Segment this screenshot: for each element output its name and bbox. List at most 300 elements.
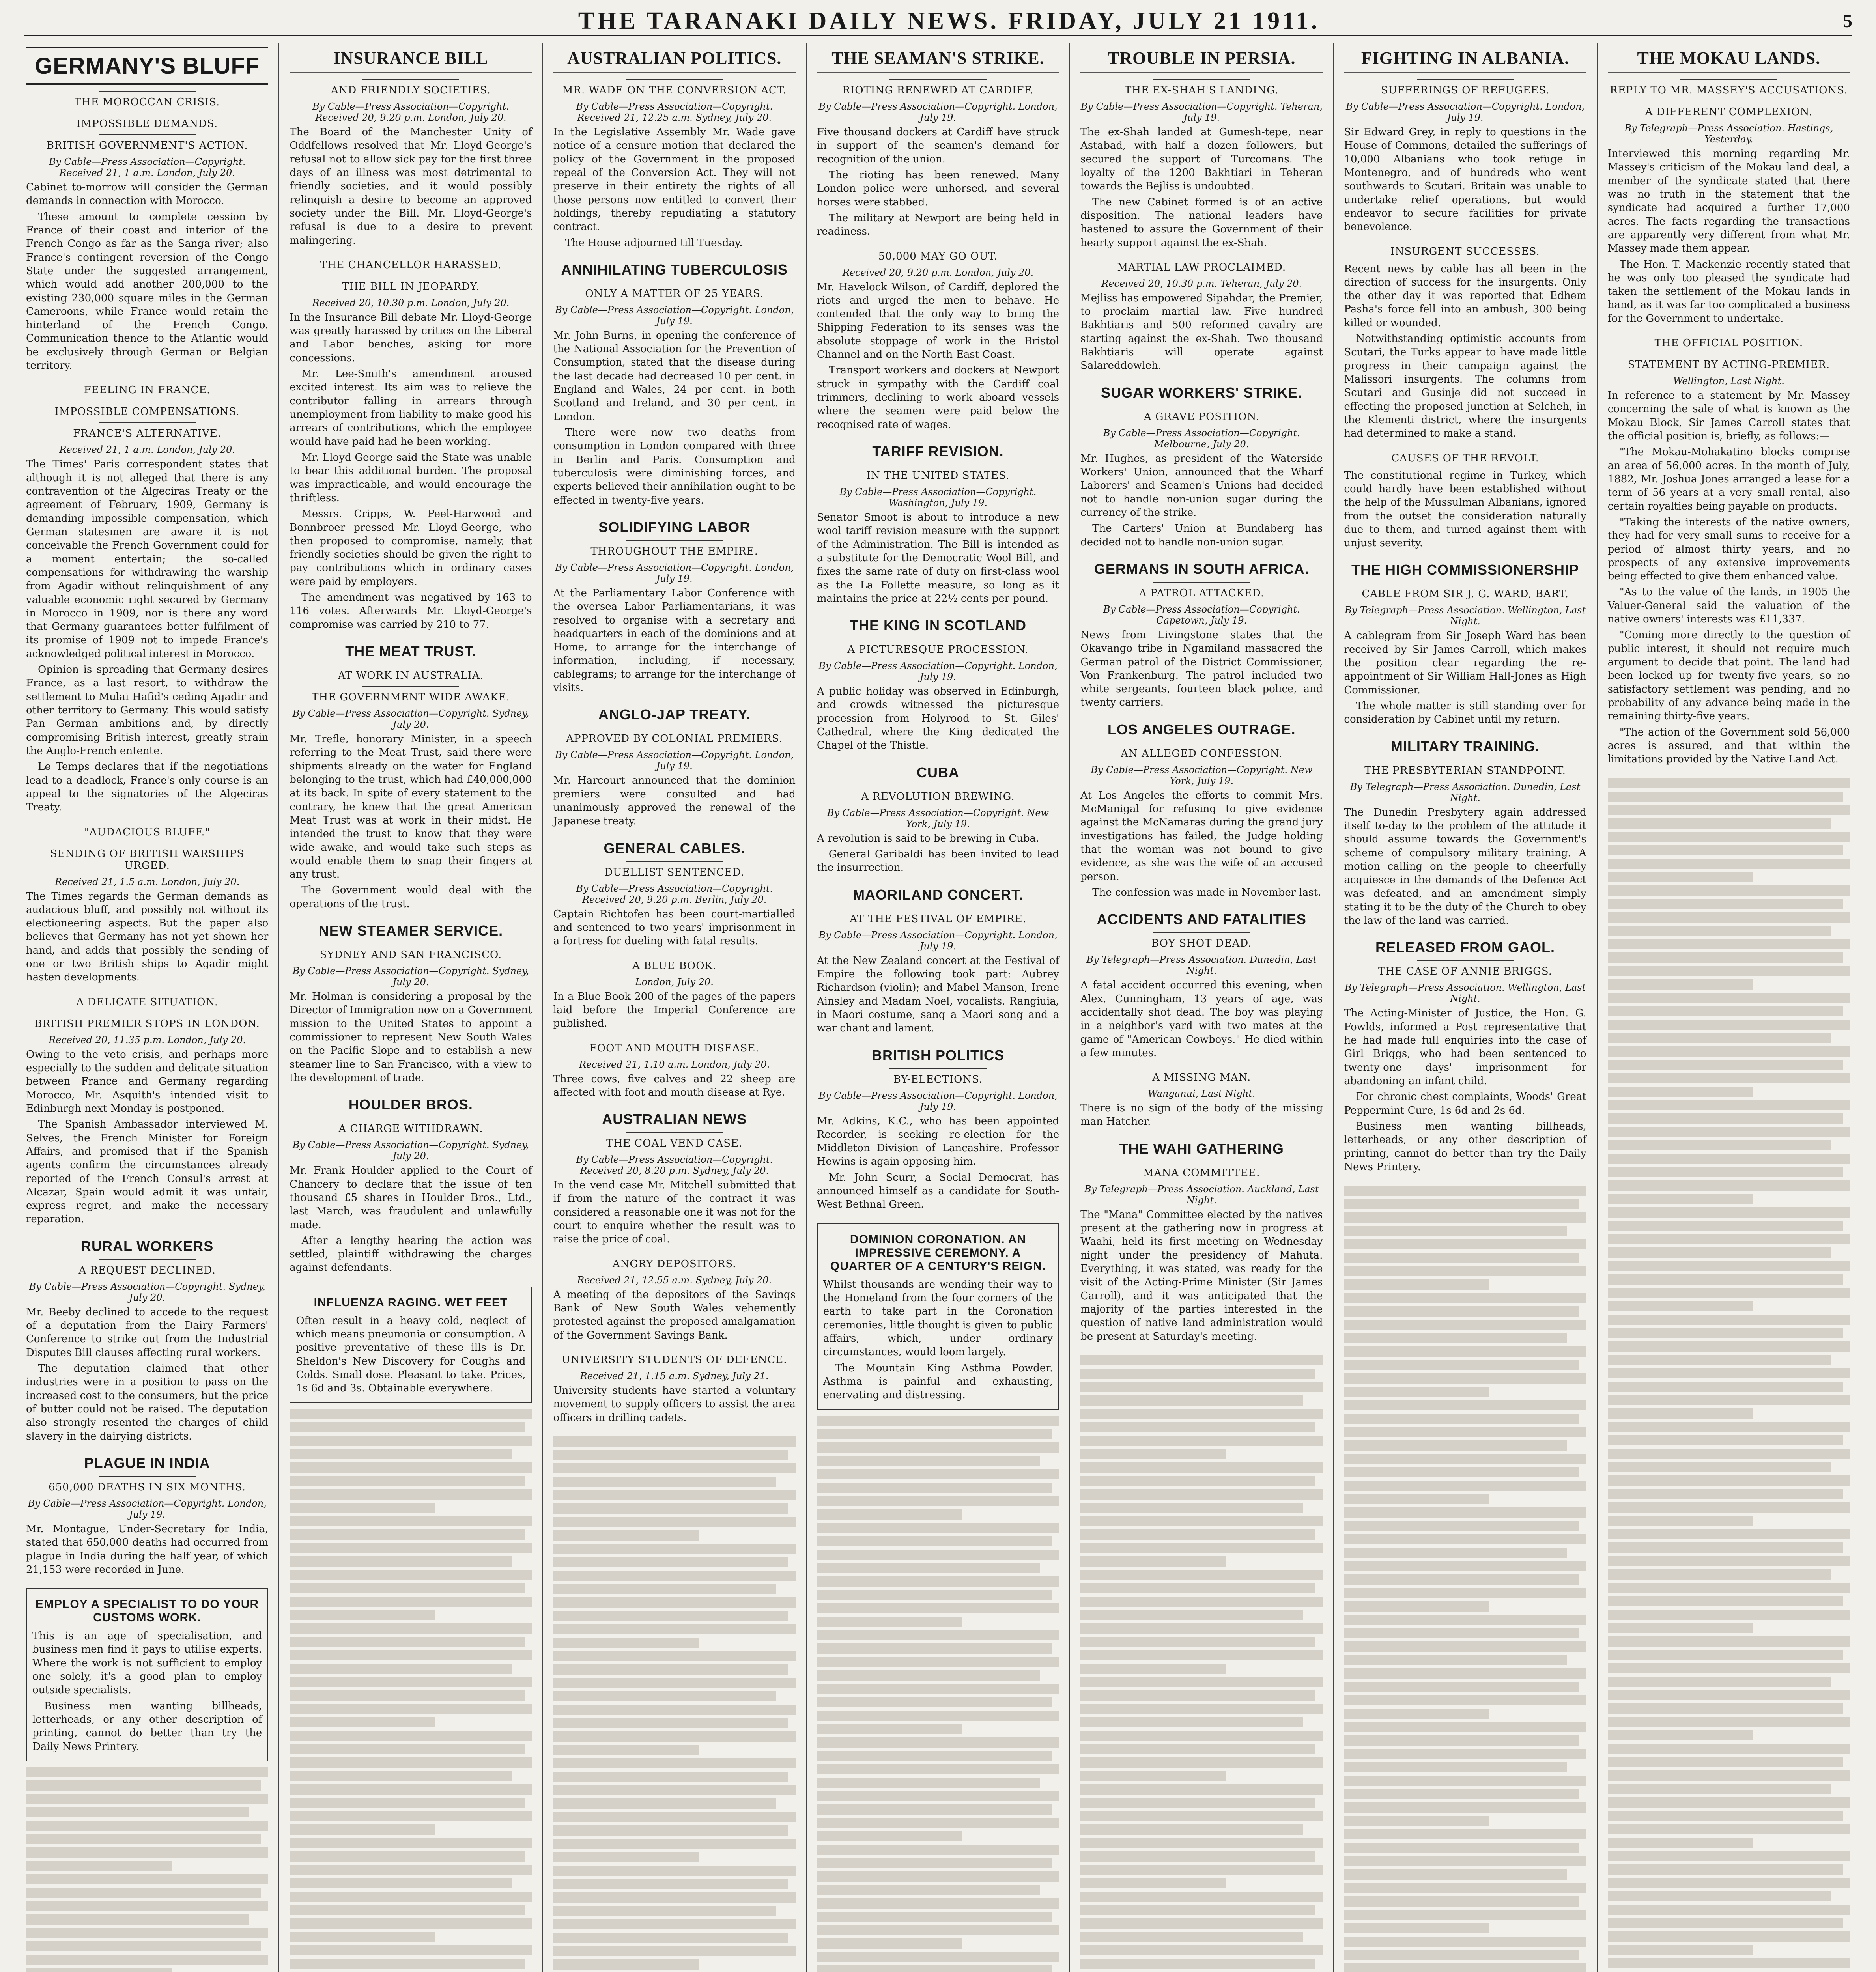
text-line [1608,1355,1831,1365]
divider [1417,960,1514,961]
text-line [1608,1140,1831,1150]
text-line [290,1690,525,1701]
article-subheading: REPLY TO MR. MASSEY'S ACCUSATIONS. [1610,84,1848,96]
divider [99,91,196,92]
article-subheading: A DIFFERENT COMPLEXION. [1645,106,1812,118]
article-dateline: By Cable—Press Association—Copyright. London, July 19. [555,749,794,772]
article-headline: GERMANS IN SOUTH AFRICA. [1094,560,1309,577]
text-line [1080,1784,1323,1795]
divider [889,79,987,80]
text-line [817,1536,1052,1546]
text-line [553,1705,796,1715]
article-headline: FIGHTING IN ALBANIA. [1344,43,1586,73]
article-dateline: London, July 20. [635,976,714,988]
text-line [1344,1373,1586,1384]
text-line [553,1638,699,1648]
article-subheading: THE BILL IN JEOPARDY. [342,280,480,293]
article-paragraph: In the Insurance Bill debate Mr. Lloyd-George was greatly harassed by critics on the Liberal and Labor benches, asking for more concessions. [290,311,532,364]
page-number: 5 [1842,10,1852,32]
article [1344,939,1586,1174]
text-line [1608,859,1850,869]
text-line [1344,1548,1567,1558]
text-line [1608,1516,1753,1526]
article-subheading: A PATROL ATTACKED. [1139,587,1265,599]
article-dateline: Wellington, Last Night. [1673,375,1784,387]
article-paragraph: In a Blue Book 200 of the pages of the papers laid before the Imperial Conference are published. [553,990,796,1030]
text-line [1608,778,1850,788]
text-line [290,1945,532,1955]
text-line [1344,1467,1579,1477]
text-line [26,1767,268,1777]
text-line [1608,1435,1843,1445]
article-paragraph: The Dunedin Presbytery again addressed itself to-day to the problem of the attitude it should assume towards the Government's scheme of compulsory military training. A motion calling on the people to cheerfully acquiesce in the demands of the Defence Act was defeated, and an amendment simply stating it to be the duty of the Church to obey the law of the land was carried. [1344,806,1586,927]
text-line [553,1825,789,1836]
article [553,1042,796,1100]
text-line [1080,1851,1315,1862]
article [817,764,1059,875]
article [553,840,796,948]
article [290,923,532,1085]
article-subheading: MR. WADE ON THE CONVERSION ACT. [562,84,787,96]
text-line [817,1778,1040,1788]
text-line [1344,1521,1579,1531]
text-line [1080,1865,1323,1875]
article-subheading: THE GOVERNMENT WIDE AWAKE. [312,691,510,703]
article-paragraph: "Taking the interests of the native owners, they had for very small sums to receive for a period of almost thirty years, and no prospects of any extensive improvements being effected to give them enhanced value. [1607,516,1850,583]
text-line [1608,792,1843,802]
divider [1680,79,1777,80]
column-7 [1598,43,1860,1972]
text-line [1608,1462,1831,1472]
text-line [817,1764,1059,1774]
text-line [290,1409,532,1419]
article-paragraph: "The Mokau-Mohakatino blocks comprise an area of 56,000 acres. In the month of July, 1882, Mr. Joshua Jones arranged a lease for a term of 56 years at a very small rental, also certain royalties being payable on products. [1607,446,1850,512]
text-line [290,1610,435,1620]
text-line [1080,1597,1323,1607]
article [290,643,532,911]
text-line [1080,1650,1323,1660]
text-line [817,1603,1059,1613]
text-line [1344,1937,1586,1947]
article-dateline: By Telegraph—Press Association. Wellington, Last Night. [1344,605,1586,627]
text-line [290,1436,532,1446]
text-line [1344,1481,1586,1491]
divider [626,79,723,80]
article-paragraph: Three cows, five calves and 22 sheep are affected with foot and mouth disease at Rye. [553,1073,796,1098]
article-paragraph: The Carters' Union at Bundaberg has decided not to handle non-union sugar. [1080,523,1323,548]
article-dateline: By Cable—Press Association—Copyright. Melbourne, July 20. [1103,427,1300,450]
text-line [1344,1333,1567,1343]
article-subheading: ONLY A MATTER OF 25 YEARS. [585,288,764,300]
text-line [553,1798,776,1809]
text-line [553,1517,796,1527]
text-line [290,1704,532,1714]
text-line [1080,1462,1323,1473]
text-line [1608,1368,1850,1378]
text-line [26,1914,249,1925]
article-paragraph: Whilst thousands are wending their way to the Homeland from the four corners of the earth to take part in the Coronation ceremonies, little thought is given to public affairs, which, under ordinary circumstances, would loom largely. [823,1278,1053,1358]
text-line [290,1570,532,1580]
article [553,43,796,250]
text-line [1344,1588,1586,1598]
article-paragraph: Cabinet to-morrow will consider the German demands in connection with Morocco. [26,181,269,207]
article-paragraph: The Spanish Ambassador interviewed M. Selves, the French Minister for Foreign Affairs, and promised that if the Spanish agents confirm the circumstances already reported of the French Consul's arrest at Alcazar, Spain would admit it was unfair, express regret, and make the necessary reparation. [26,1119,269,1225]
article-paragraph: Captain Richtofen has been court-martialled and sentenced to two years' imprisonment in a fortress for dueling with fatal results. [553,908,796,947]
article-paragraph: The Mountain King Asthma Powder. Asthma is painful and exhausting, enervating and distressing. [823,1362,1053,1401]
article-paragraph: The Times' Paris correspondent states that although it is not alleged that there is any contravention of the Algeciras Treaty or the agreement of February, 1909, Germany is demanding impossible compensation, which German statesmen are aware it is not conceivable the French Government could for a moment entertain; the so-called compensations for withdrawing the warship from Agadir without relinquishment of any valuable economic right secured by Germany in Morocco in 1909, nor is there any word that Germany guarantees better fulfilment of its promise of 1909 not to impede France's acknowledged political interest in Morocco. [26,458,269,660]
article [817,43,1059,239]
article-headline: MARTIAL LAW PROCLAIMED. [1117,261,1286,273]
text-line [817,1804,1052,1815]
text-line [1344,1534,1586,1544]
text-line [1608,1489,1843,1499]
article [1080,911,1323,1060]
text-line [1608,1958,1850,1968]
article-subheading: THE PRESBYTERIAN STANDPOINT. [1364,764,1566,777]
article-dateline: By Cable—Press Association—Copyright. London, July 19. [555,562,794,584]
article-dateline: By Cable—Press Association—Copyright. Teheran, July 19. [1080,101,1323,123]
divider [626,540,723,541]
article-headline: THE HIGH COMMISSIONERSHIP [1351,562,1579,578]
text-line [290,1851,525,1862]
article-headline: LOS ANGELES OUTRAGE. [1107,721,1296,738]
text-line [1344,1306,1579,1317]
divider [626,861,723,862]
article-paragraph: Mr. Beeby declined to accede to the request of a deputation from the Dairy Farmers' Conference to strike out from the Industrial Disputes Bill clauses affecting rural workers. [26,1306,269,1359]
text-line [1608,939,1850,949]
article-headline: "AUDACIOUS BLUFF." [84,826,210,838]
text-line [1080,1556,1226,1567]
text-line [817,1912,1052,1922]
article-paragraph: At the New Zealand concert at the Festival of Empire the following took part: Aubrey Richardson (violin); and Mabel Manson, Irene Ainsley and Madam Noel, vocalists. Rangiuia, in Maori costume, sang a Maori song and a war chant and lament. [817,954,1059,1035]
article-headline: GERMANY'S BLUFF [26,47,268,85]
continued-text [1608,778,1850,1972]
article-paragraph: A fatal accident occurred this evening, when Alex. Cunningham, 13 years of age, was accidentally shot dead. The boy was playing in a neighbor's yard with two mates at the game of "American Cowboys." He died within a few minutes. [1080,979,1323,1059]
text-line [1080,1704,1323,1714]
article [1344,246,1586,441]
article-headline: MILITARY TRAINING. [1390,738,1540,754]
text-line [1608,1677,1831,1687]
article-dateline: By Cable—Press Association—Copyright. London, July 19. [555,304,794,327]
text-line [817,1831,962,1841]
text-line [290,1811,532,1821]
text-line [290,1623,532,1634]
text-line [1344,1668,1586,1679]
text-line [1608,966,1850,976]
text-line [1608,1864,1843,1875]
text-line [553,1557,789,1567]
text-line [1344,1387,1489,1397]
article-subheading: AND FRIENDLY SOCIETIES. [331,84,491,96]
article-headline: A BLUE BOOK. [632,960,717,972]
text-line [290,1905,525,1915]
article-paragraph: Mr. Adkins, K.C., who has been appointed Recorder, is seeking re-election for the Middleton Division of Lancashire. Professor Hewins is again opposing him. [817,1115,1059,1168]
text-line [1608,1060,1843,1070]
text-line [817,1429,1052,1439]
text-line [1344,1601,1489,1612]
article-headline: THE WAHI GATHERING [1119,1140,1284,1157]
column-1 [16,43,279,1972]
article-paragraph: The Board of the Manchester Unity of Oddfellows resolved that Mr. Lloyd-George's refusal not to allow sick pay for the first three days of an illness was most detrimental to friendly societies, and it would possibly relinquish a desire to become an approved society under the Bill. Mr. Lloyd-George's refusal is due to a desire to prevent malingering. [290,126,532,246]
text-line [1080,1610,1303,1620]
text-line [817,1952,1059,1962]
article-paragraph: Business men wanting billheads, letterheads, or any other description of printing, cannot do better than try the Daily News Printery. [1344,1120,1586,1173]
article-dateline: Wanganui, Last Night. [1148,1088,1256,1100]
text-line [1608,1395,1850,1405]
text-line [1608,1033,1831,1043]
text-line [1080,1503,1303,1513]
text-line [817,1416,1059,1426]
text-line [290,1838,532,1848]
advertisement [290,1287,532,1403]
article [26,1455,268,1576]
text-line [290,1757,532,1768]
text-line [1344,1776,1586,1786]
article-headline: FOOT AND MOUTH DISEASE. [589,1042,759,1054]
text-line [817,1711,1059,1721]
article [290,259,532,631]
text-line [817,1496,1059,1506]
text-line [1344,1869,1567,1880]
text-line [1608,1797,1850,1808]
text-line [817,1898,1059,1909]
article-dateline: Received 21, 1.10 a.m. London, July 20. [579,1059,770,1070]
article-paragraph: The military at Newport are being held in readiness. [817,212,1059,238]
text-line [1344,1360,1579,1370]
text-line [290,1918,532,1929]
article [1080,43,1323,250]
text-line [553,1852,699,1862]
article-paragraph: A cablegram from Sir Joseph Ward has been received by Sir James Carroll, which makes the position clear regarding the re-appointment of Sir William Hall-Jones as High Commissioner. [1344,630,1586,696]
article-paragraph: University students have started a voluntary movement to supply officers to assist the area officers in drilling cadets. [553,1384,796,1424]
text-line [1080,1878,1226,1888]
article-dateline: Received 20, 9.20 p.m. London, July 20. [842,267,1034,278]
text-line [1608,1945,1753,1955]
text-line [1608,912,1850,923]
article [1344,738,1586,928]
text-line [1080,1449,1226,1459]
text-line [26,1941,261,1951]
text-line [553,1839,796,1849]
text-line [1608,1878,1850,1888]
article-subheading: THE MOROCCAN CRISIS. [74,96,220,108]
article-subheading: RIOTING RENEWED AT CARDIFF. [842,84,1034,96]
text-line [1608,1838,1753,1848]
text-line [26,1847,268,1858]
article-paragraph: The confession was made in November last. [1092,886,1321,898]
text-line [1608,1247,1831,1258]
text-line [1080,1945,1323,1955]
article [26,1238,268,1443]
text-line [817,1845,1059,1855]
text-line [553,1530,699,1541]
text-line [1344,1829,1586,1839]
text-line [1344,1346,1586,1357]
text-line [1344,1414,1579,1424]
text-line [1344,1843,1579,1853]
text-line [553,1436,796,1447]
text-line [1608,1315,1850,1325]
text-line [1080,1382,1323,1392]
text-line [1608,1180,1850,1191]
article-paragraph: The amendment was negatived by 163 to 116 votes. Afterwards Mr. Lloyd-George's compromise was carried by 210 to 77. [290,592,532,631]
article-headline: PLAGUE IN INDIA [84,1455,210,1471]
article-subheading: SUFFERINGS OF REFUGEES. [1381,84,1550,96]
text-line [290,1462,532,1473]
text-line [553,1450,789,1460]
text-line [1608,1583,1850,1593]
text-line [553,1571,796,1581]
article-subheading: BRITISH GOVERNMENT'S ACTION. [46,140,248,151]
text-line [553,1785,796,1795]
article-subheading: SENDING OF BRITISH WARSHIPS URGED. [50,848,245,872]
article-paragraph: In the Legislative Assembly Mr. Wade gave notice of a censure motion that declared the policy of the Government in the proposed repeal of the Conversion Act. They will not preserve in their entirety the rights of all those persons now entitled to convert their holdings, thereby repudiating a statutory contract. [553,126,796,233]
text-line [290,1556,512,1567]
column-5 [1070,43,1334,1972]
text-line [1080,1516,1323,1526]
article-headline: CAUSES OF THE REVOLT. [1391,452,1539,464]
article-paragraph: The Hon. T. Mackenzie recently stated that he was only too pleased the syndicate had taken the settlement of the Mokau lands in hand, as it was far too complicated a business for the Government to undertake. [1607,258,1850,325]
text-line [290,1677,532,1687]
divider [1153,79,1250,80]
text-line [817,1523,1059,1533]
article-dateline: By Cable—Press Association—Copyright. Received 21, 1 a.m. London, July 20. [49,156,246,178]
text-line [1608,1717,1850,1727]
article-headline: ACCIDENTS AND FATALITIES [1097,911,1306,928]
article-paragraph: News from Livingstone states that the Okavango tribe in Ngamiland massacred the German patrol of the District Commissioner, Von Frankenburg. The patrol included two white sergeants, fourteen black police, and twenty carriers. [1080,629,1323,709]
masthead [24,7,1852,36]
article-subheading: AT THE FESTIVAL OF EMPIRE. [850,913,1026,925]
article-headline: AUSTRALIAN NEWS [602,1111,747,1128]
article-dateline: By Telegraph—Press Association. Hastings, Yesterday. [1624,123,1833,145]
text-line [1080,1436,1323,1446]
article-dateline: Received 20, 10.30 p.m. London, July 20. [312,297,510,308]
text-line [1080,1757,1323,1768]
article-dateline: By Telegraph—Press Association. Dunedin, Last Night. [1350,781,1581,803]
article [553,261,796,507]
article-paragraph: Owing to the veto crisis, and perhaps more especially to the sudden and delicate situation between France and Germany regarding Morocco, Mr. Asquith's intended visit to Edinburgh next Monday is postponed. [26,1048,269,1115]
text-line [553,1946,796,1956]
article [553,519,796,695]
article-subheading: IN THE UNITED STATES. [866,469,1010,482]
text-line [1344,1574,1579,1585]
article-paragraph: Transport workers and dockers at Newport struck in sympathy with the Cardiff coal trimmers, declining to work aboard vessels where the seamen were paid below the recognised rate of wages. [817,364,1059,431]
article-headline: ANNIHILATING TUBERCULOSIS [561,261,788,278]
text-line [290,1516,532,1526]
text-line [817,1590,1052,1600]
text-line [553,1959,699,1970]
text-line [817,1724,962,1734]
text-line [290,1771,512,1781]
article-paragraph: Mr. Holman is considering a proposal by the Director of Immigration now on a Government mission to the United States to appoint a commissioner to represent New South Wales on the Pacific Slope and to establish a new steamer line to San Francisco, with a view to the development of trade. [290,991,532,1084]
article-subheading: FRANCE'S ALTERNATIVE. [73,428,222,440]
text-line [290,1529,525,1540]
text-line [1080,1570,1323,1580]
text-line [26,1968,172,1972]
article [290,43,532,247]
article-headline: SUGAR WORKERS' STRIKE. [1101,384,1302,401]
text-line [1608,1207,1850,1218]
text-line [553,1866,796,1876]
article [553,960,796,1031]
continued-text [26,1767,268,1972]
text-line [1608,1127,1850,1137]
text-line [1608,1690,1850,1700]
text-line [1608,1113,1843,1124]
article-paragraph: Mr. John Burns, in opening the conference of the National Association for the Prevention of Consumption, stated that the disease during the last decade had decreased 10 per cent. in England and Wales, 24 per cent. in both Scotland and Ireland, and 30 per cent. in London. [553,329,796,423]
article-paragraph: Le Temps declares that if the negotiations lead to a deadlock, France's only course is an appeal to the signatories of the Algeciras Treaty. [26,761,269,814]
article-subheading: THE COAL VEND CASE. [606,1137,743,1150]
article [553,1258,796,1342]
text-line [1608,1931,1850,1942]
text-line [1344,1440,1567,1451]
text-line [1608,1596,1843,1606]
text-line [1608,979,1753,990]
text-line [1608,1770,1850,1781]
article [1080,721,1323,900]
article-dateline: By Cable—Press Association—Copyright. New York, July 19. [827,807,1049,829]
article-paragraph: Business men wanting billheads, letterheads, or any other description of printing, cannot do better than try the Daily News Printery. [32,1700,262,1753]
text-line [1608,1154,1850,1164]
article-dateline: By Cable—Press Association—Copyright. London, July 19. [818,1090,1058,1112]
continued-text [553,1436,796,1972]
text-line [1344,1963,1586,1972]
article-headline: THE KING IN SCOTLAND [849,617,1026,634]
text-line [26,1834,261,1844]
article-subheading: A REVOLUTION BREWING. [861,790,1015,803]
article [26,826,268,984]
article-subheading: A CHARGE WITHDRAWN. [338,1123,483,1135]
divider [1153,582,1250,583]
text-line [1080,1543,1323,1553]
text-line [290,1664,512,1674]
article-dateline: By Cable—Press Association—Copyright. Capetown, July 19. [1103,603,1300,626]
text-line [1608,805,1850,815]
text-line [290,1650,532,1660]
article-paragraph: Mr. Trefle, honorary Minister, in a speech referring to the Meat Trust, said there were shipments already on the water for England belonging to the trust, which had £40,000,000 at its back. In spite of every statement to the contrary, he knew that the great American Meat Trust was at work in their midst. He intended the trust to know that they were wide awake, and would take such steps as would enable them to snap their fingers at any trust. [290,733,532,881]
article-paragraph: At Los Angeles the efforts to commit Mrs. McManigal for refusing to give evidence against the McNamaras during the grand jury investigations has failed, the Judge holding that the woman was not bound to give evidence, as she was the wife of an accused person. [1080,789,1323,883]
text-line [553,1731,796,1742]
article-paragraph: The new Cabinet formed is of an active disposition. The national leaders have hastened to assure the Government of their hearty support against the ex-Shah. [1080,196,1323,249]
text-line [1608,1542,1843,1553]
article-paragraph: The whole matter is still standing over for consideration by Cabinet until my return. [1344,700,1586,726]
article-headline: NEW STEAMER SERVICE. [318,923,503,939]
text-line [1344,1615,1586,1625]
text-line [1344,1735,1579,1746]
article [817,250,1059,431]
text-line [1080,1369,1315,1379]
text-line [817,1576,1059,1587]
article-headline: ANGLO-JAP TREATY. [598,706,751,723]
article-paragraph: A public holiday was observed in Edinburgh, and crowds witnessed the picturesque procession from Holyrood to St. Giles' Cathedral, where the King dedicated the Chapel of the Thistle. [817,685,1059,752]
text-line [1080,1918,1323,1929]
text-line [553,1906,776,1916]
text-line [817,1697,1052,1707]
article [26,384,268,814]
text-line [1080,1932,1303,1942]
article-headline: INSURGENT SUCCESSES. [1390,245,1540,258]
text-line [290,1476,525,1486]
advertisement [26,1588,268,1761]
column-3 [543,43,807,1972]
text-line [817,1938,962,1949]
article [1344,43,1586,234]
article-headline: A DELICATE SITUATION. [76,996,218,1008]
text-line [1344,1802,1586,1813]
article [817,887,1059,1035]
text-line [817,1630,1059,1640]
article-headline: FEELING IN FRANCE. [84,384,211,396]
